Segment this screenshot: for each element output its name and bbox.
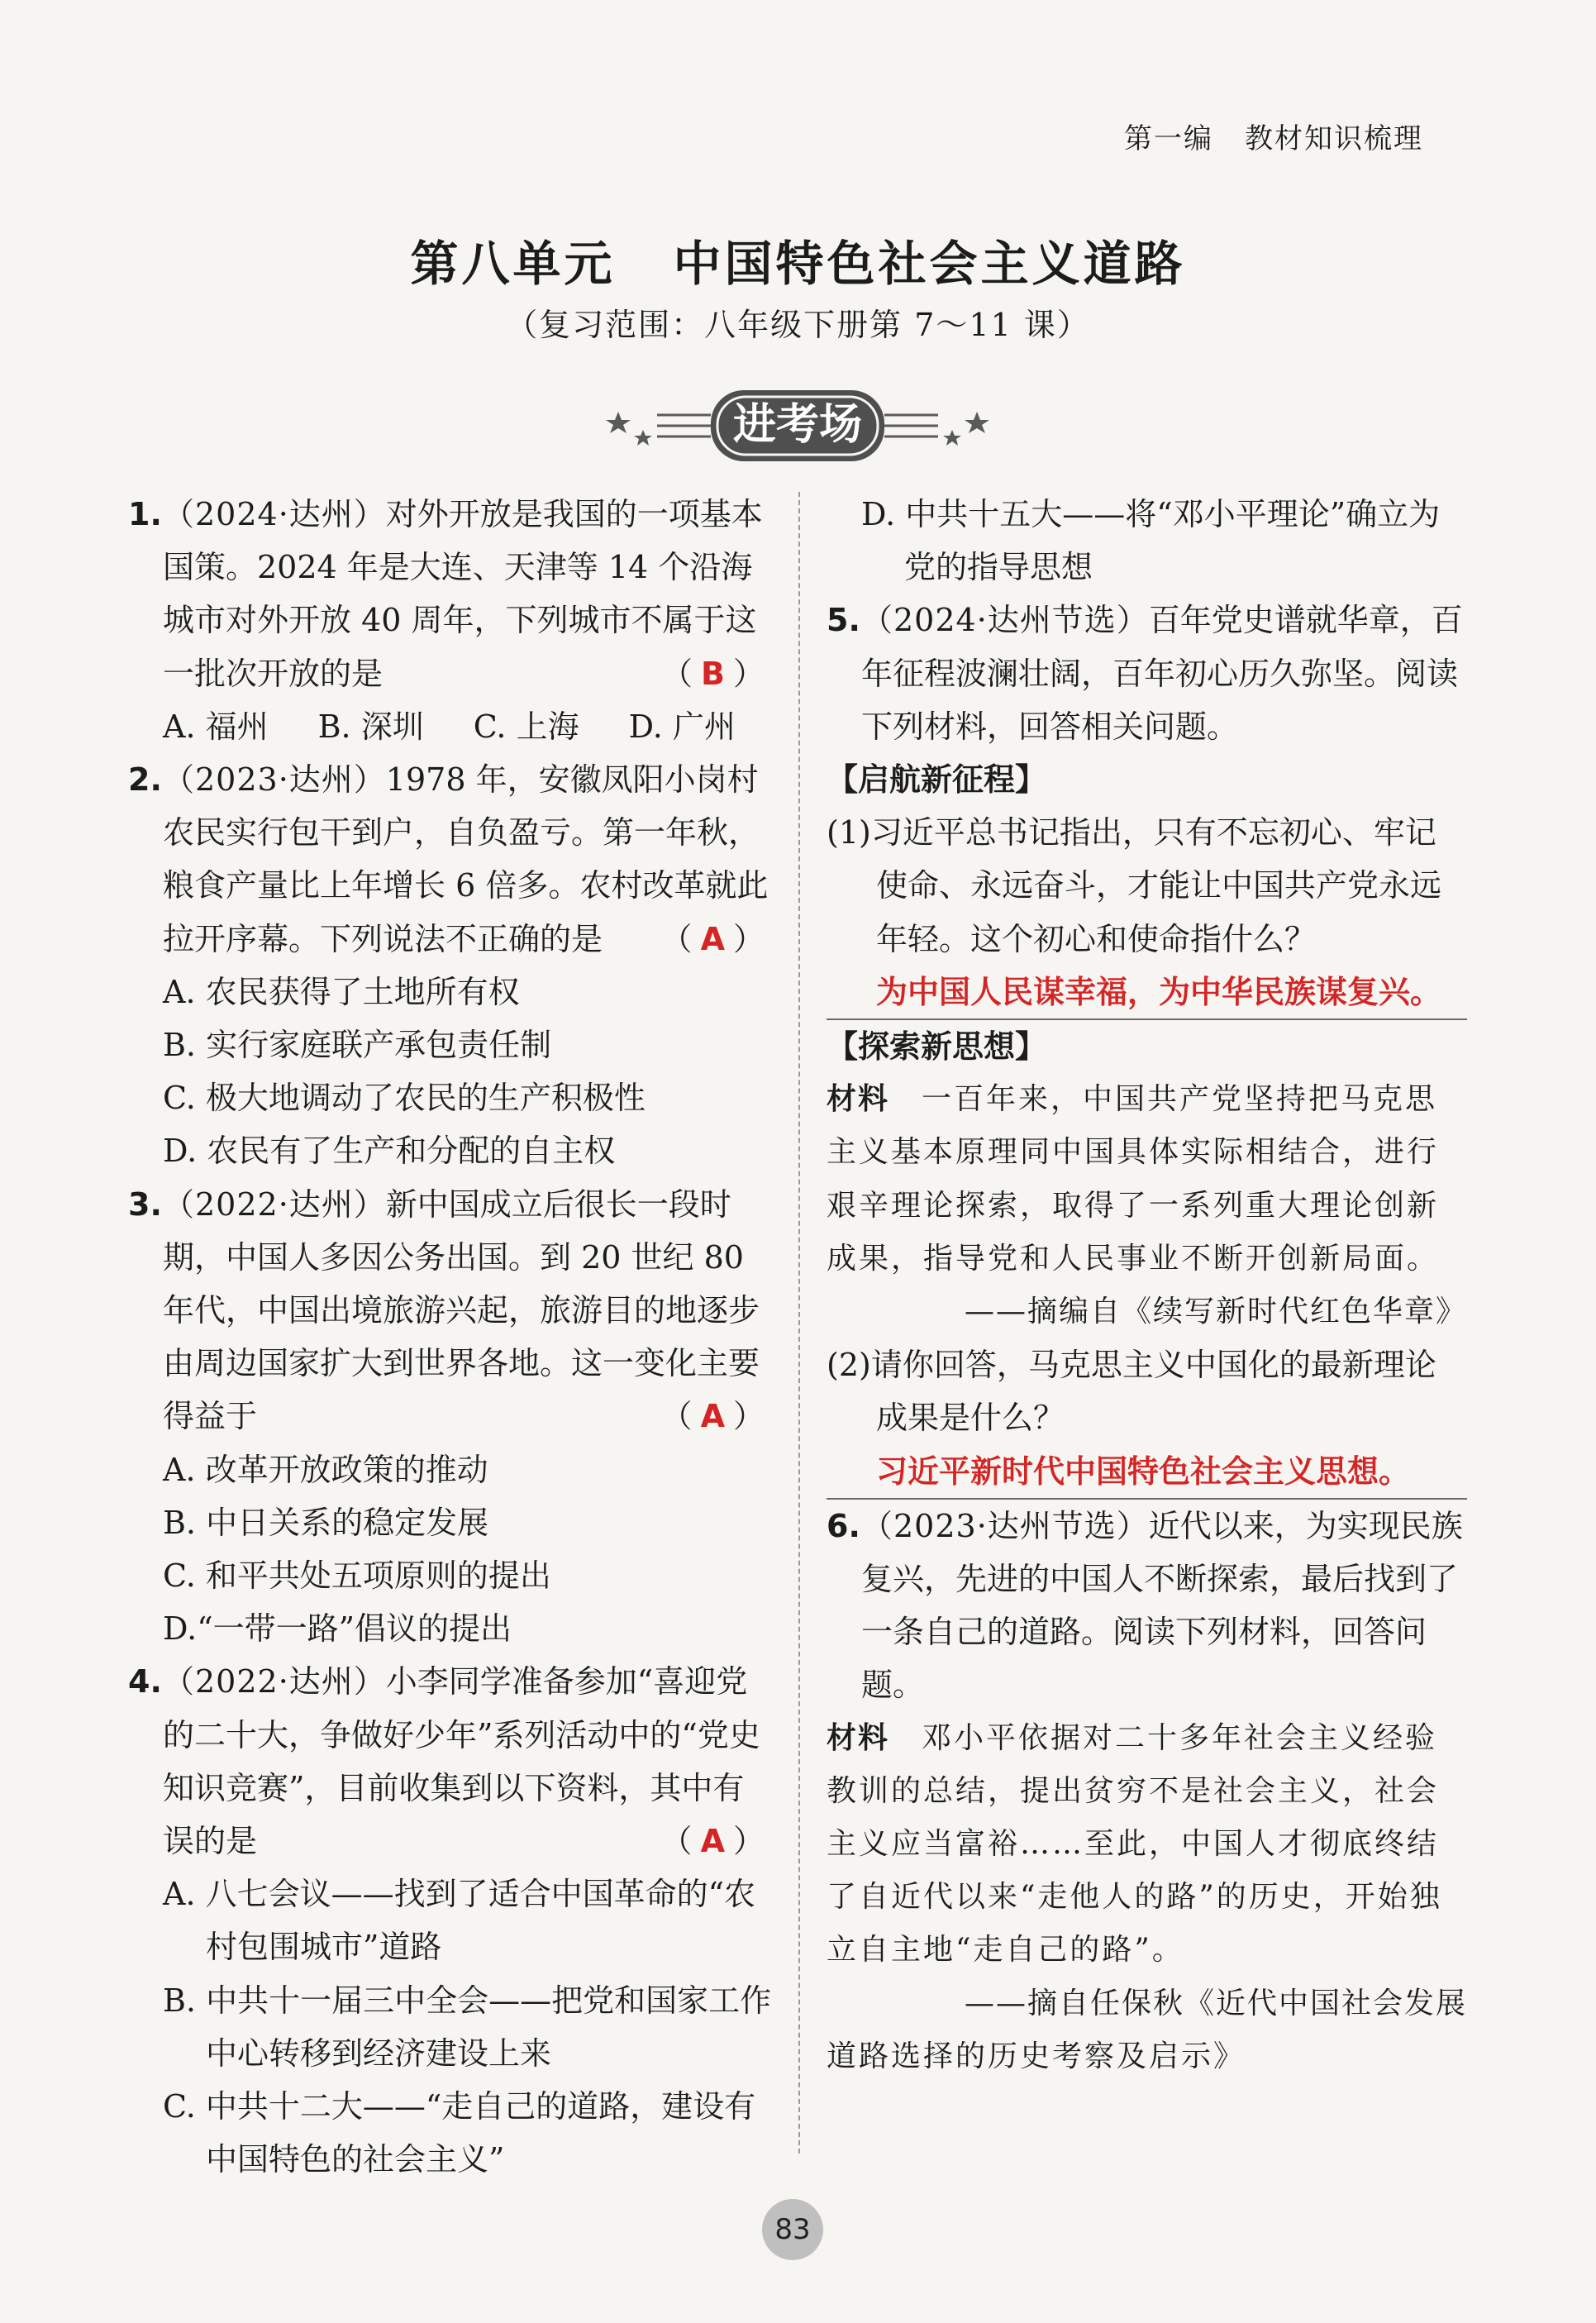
question-number: 4. <box>128 1663 162 1701</box>
unit-name: 中国特色社会主义道路 <box>673 236 1186 292</box>
question-stem: 1978 年，安徽凤阳小岗村农民实行包干到户，自负盈亏。第一年秋，粮食产量比上年增长 6 倍多。农村改革就此拉开序幕。下列说法不正确的是 <box>163 761 769 957</box>
option-row <box>163 700 773 753</box>
section-heading-new-journey: 【启航新征程】 <box>827 761 1047 799</box>
answer-line-1 <box>827 966 1467 1020</box>
question-source: （2024·达州节选） <box>861 602 1149 639</box>
option-b: B. 实行家庭联产承包责任制 <box>163 1027 552 1064</box>
question-number: 1. <box>128 496 162 532</box>
option-c: C. 中共十二大——“走自己的道路，建设有中国特色的社会主义” <box>163 2088 756 2178</box>
question-stem: 近代以来，为实现民族复兴，先进的中国人不断探索，最后找到了一条自己的道路。阅读下列材料，回答问题。 <box>861 1507 1463 1704</box>
material-label: 材料 <box>827 1720 890 1755</box>
option-b: B. 中共十一届三中全会——把党和国家工作中心转移到经济建设上来 <box>163 1982 772 2072</box>
question-stem: 小李同学准备参加“喜迎党的二十大，争做好少年”系列活动中的“党史知识竞赛”，目前收集到以下资料，其中有误的是 <box>163 1663 760 1860</box>
left-column <box>128 488 773 2187</box>
question-stem: 百年党史谱就华章，百年征程波澜壮阔，百年初心历久弥坚。阅读下列材料，回答相关问题。 <box>861 602 1463 745</box>
citation: ——摘编自《续写新时代红色华章》 <box>964 1295 1467 1329</box>
option-c: C. 上海 <box>473 708 579 745</box>
question-5 <box>827 594 1467 753</box>
answer-text: 习近平新时代中国特色社会主义思想。 <box>876 1452 1411 1490</box>
answer-text: 为中国人民谋幸福，为中华民族谋复兴。 <box>876 972 1442 1010</box>
section-heading-new-thought: 【探索新思想】 <box>827 1028 1047 1066</box>
question-source: （2023·达州节选） <box>861 1507 1149 1544</box>
question-number: 5. <box>827 602 860 639</box>
header-part: 第一编 <box>1124 122 1213 155</box>
answer-letter: B <box>701 655 733 692</box>
option-a: A. 改革开放政策的推动 <box>163 1451 488 1488</box>
answer-bracket: （A） <box>660 1398 773 1435</box>
right-column <box>827 488 1467 2083</box>
question-2 <box>128 753 773 1178</box>
option-c: C. 极大地调动了农民的生产积极性 <box>163 1080 646 1117</box>
citation-line-2: 道路选择的历史考察及启示》 <box>827 2039 1246 2073</box>
question-4 <box>128 1655 773 2186</box>
column-divider <box>798 492 800 2154</box>
question-number: 2. <box>128 761 162 799</box>
question-number: 6. <box>827 1507 860 1544</box>
exam-banner <box>595 380 1000 471</box>
answer-line-2 <box>827 1445 1467 1500</box>
question-source: （2022·达州） <box>163 1663 386 1701</box>
option-d: D. 农民有了生产和分配的自主权 <box>163 1133 616 1170</box>
question-stem: 新中国成立后很长一段时期，中国人多因公务出国。到 20 世纪 80 年代，中国出境旅游兴起，旅游目的地逐步由周边国家扩大到世界各地。这一变化主要得益于 <box>163 1185 760 1435</box>
question-4-continued <box>827 488 1467 594</box>
material-label: 材料 <box>827 1082 890 1117</box>
material-text: 邓小平依据对二十多年社会主义经验教训的总结，提出贫穷不是社会主义，社会主义应当富裕……至此，中国人才彻底终结了自近代以来“走他人的路”的历史，开始独立自主地“走自己的路”。 <box>827 1720 1442 1968</box>
material-block <box>827 1712 1467 1977</box>
material-text: 一百年来，中国共产党坚持把马克思主义基本原理同中国具体实际相结合，进行艰辛理论探索，取得了一系列重大理论创新成果，指导党和人民事业不断开创新局面。 <box>827 1082 1440 1276</box>
question-stem: 对外开放是我国的一项基本国策。2024 年是大连、天津等 14 个沿海城市对外开放 40 周年，下列城市不属于这一批次开放的是 <box>163 496 763 692</box>
banner-text: 进考场 <box>732 400 863 450</box>
answer-letter: A <box>700 920 733 957</box>
option-b: B. 中日关系的稳定发展 <box>163 1504 489 1541</box>
question-3 <box>128 1178 773 1656</box>
running-header <box>1124 116 1423 156</box>
option-c: C. 和平共处五项原则的提出 <box>163 1557 551 1595</box>
question-source: （2022·达州） <box>163 1185 386 1223</box>
answer-letter: A <box>700 1823 733 1860</box>
material-block <box>827 1073 1467 1286</box>
option-a: A. 农民获得了土地所有权 <box>163 973 520 1010</box>
question-1 <box>128 488 773 753</box>
option-d: D. 中共十五大——将“邓小平理论”确立为党的指导思想 <box>861 496 1441 586</box>
citation-line-1: ——摘自任保秋《近代中国社会发展 <box>964 1986 1467 2020</box>
option-d: D. 广州 <box>628 708 736 745</box>
answer-bracket: （A） <box>660 920 773 957</box>
answer-letter: A <box>700 1398 733 1435</box>
answer-bracket: （B） <box>661 655 773 692</box>
sub-question-2: (2)请你回答，马克思主义中国化的最新理论成果是什么？ <box>827 1347 1436 1437</box>
option-b: B. 深圳 <box>317 708 424 745</box>
answer-bracket: （A） <box>660 1823 773 1860</box>
question-6 <box>827 1500 1467 1712</box>
unit-number: 第八单元 <box>410 236 616 292</box>
question-number: 3. <box>128 1185 162 1223</box>
option-d: D.“一带一路”倡议的提出 <box>163 1610 512 1648</box>
page-number: 83 <box>762 2199 823 2260</box>
option-a: A. 八七会议——找到了适合中国革命的“农村包围城市”道路 <box>163 1876 756 1966</box>
review-scope: （复习范围：八年级下册第 7～11 课） <box>506 307 1090 343</box>
header-section: 教材知识梳理 <box>1245 122 1423 155</box>
sub-question-1: (1)习近平总书记指出，只有不忘初心、牢记使命、永远奋斗，才能让中国共产党永远年轻。这个初心和使命指什么？ <box>827 814 1442 957</box>
unit-title <box>0 225 1596 294</box>
question-source: （2024·达州） <box>163 496 386 532</box>
question-source: （2023·达州） <box>163 761 386 799</box>
option-a: A. 福州 <box>163 708 269 745</box>
